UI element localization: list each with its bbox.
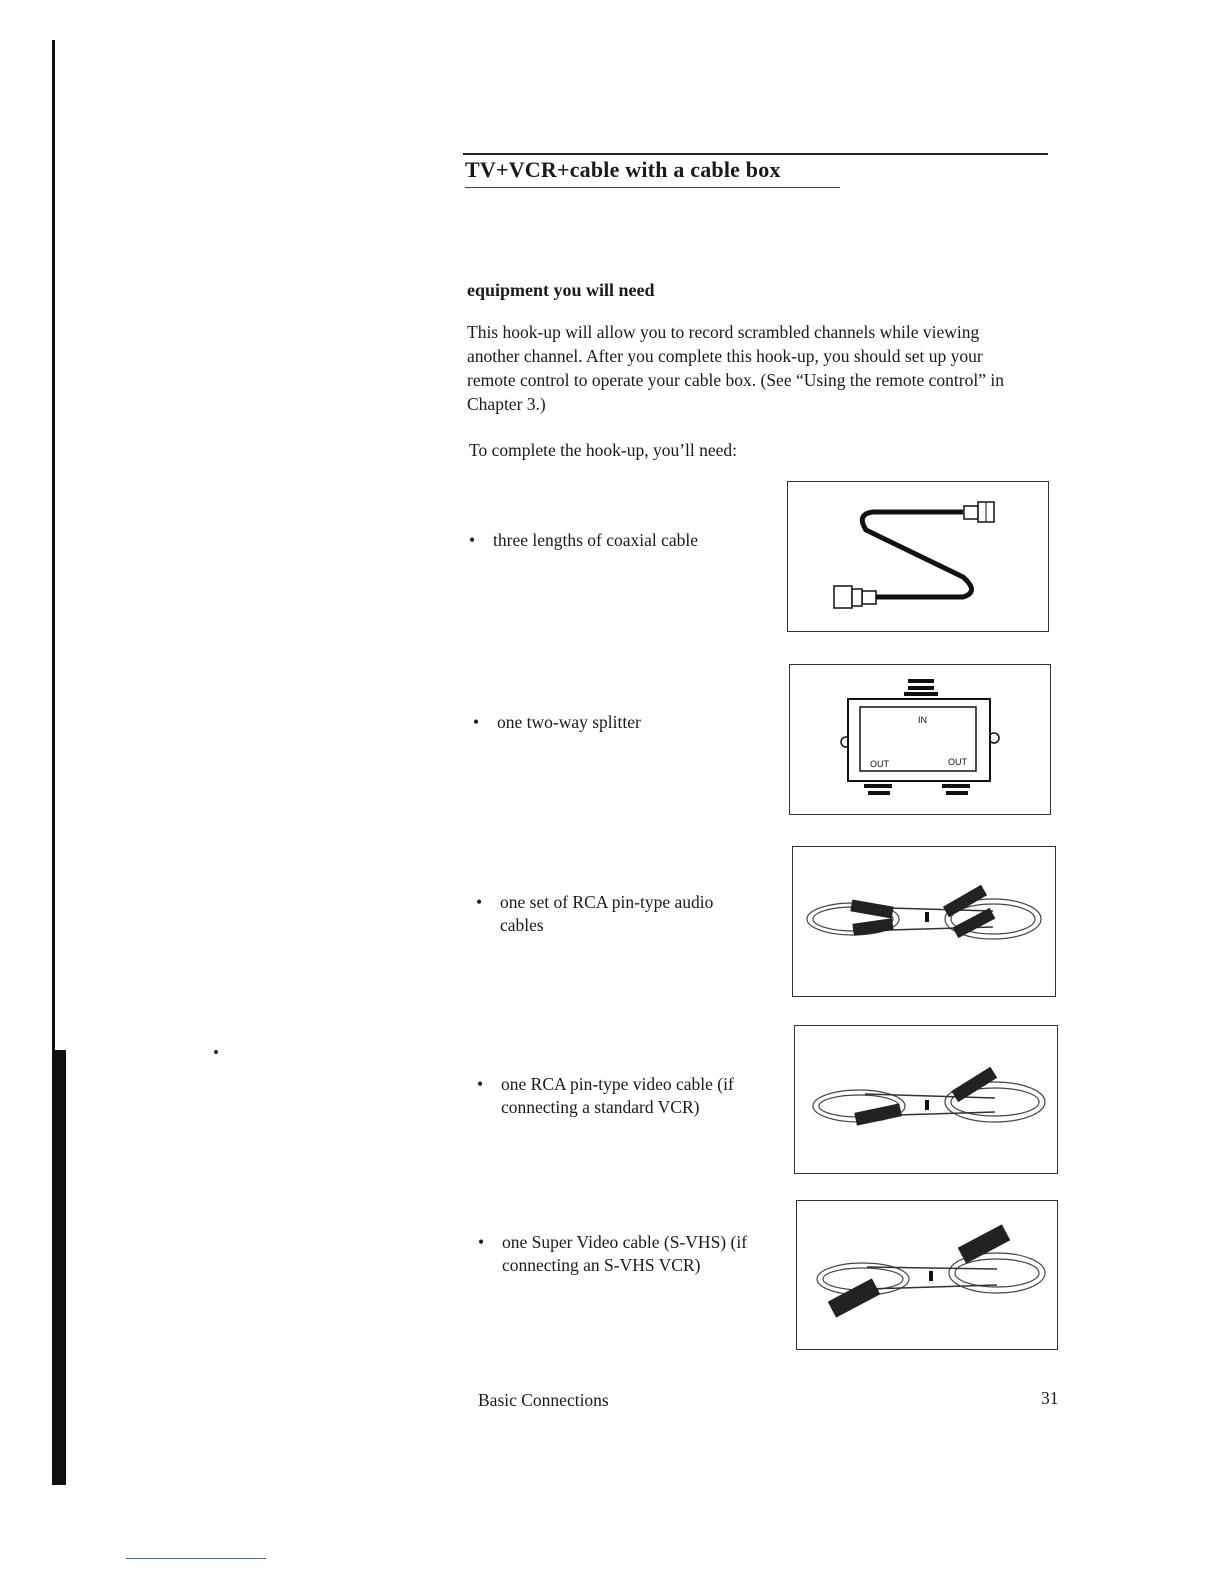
list-item-svhs	[478, 1231, 778, 1277]
list-item-label: one Super Video cable (S-VHS) (if connecting an S-VHS VCR)	[502, 1232, 748, 1275]
splitter-out-label-right: OUT	[948, 757, 967, 767]
bullet-icon: •	[478, 1232, 485, 1252]
list-item-label: one RCA pin-type video cable (if connecting a standard VCR)	[501, 1074, 734, 1117]
page-title: TV+VCR+cable with a cable box	[465, 157, 840, 188]
list-item-rca-video	[477, 1073, 777, 1119]
need-paragraph: To complete the hook-up, you’ll need:	[469, 440, 738, 460]
splitter-in-label: IN	[918, 715, 927, 725]
rca-video-cable-icon	[794, 1025, 1058, 1174]
svhs-cable-icon	[796, 1200, 1058, 1350]
list-item-splitter	[473, 711, 763, 734]
section-heading: equipment you will need	[467, 280, 655, 300]
rca-audio-cables-icon	[792, 846, 1056, 997]
bullet-icon: •	[469, 530, 476, 550]
footer-divider	[126, 1558, 266, 1559]
binding-edge-shadow	[52, 1050, 66, 1485]
page-number: 31	[1041, 1388, 1059, 1408]
two-way-splitter-icon	[789, 664, 1051, 815]
list-item-label: three lengths of coaxial cable	[493, 530, 699, 550]
bullet-icon: •	[473, 712, 480, 732]
list-item-label: one two-way splitter	[497, 712, 641, 732]
bullet-icon: •	[477, 1074, 484, 1094]
bullet-icon: •	[476, 892, 483, 912]
splitter-out-label-left: OUT	[870, 759, 889, 769]
coaxial-cable-icon	[787, 481, 1049, 632]
list-item-label: one set of RCA pin-type audio cables	[500, 892, 714, 935]
scan-speck	[214, 1050, 218, 1054]
list-item-coaxial	[469, 529, 759, 552]
intro-paragraph: This hook-up will allow you to record scrambled channels while viewing another channel. After you complete this hook-up, you should set up your remote control to operate your cable box. (See “Using the remote control” in Chapter 3.)	[467, 322, 1004, 414]
footer-chapter: Basic Connections	[478, 1390, 609, 1410]
list-item-rca-audio	[476, 891, 761, 937]
header-rule	[463, 153, 1048, 155]
